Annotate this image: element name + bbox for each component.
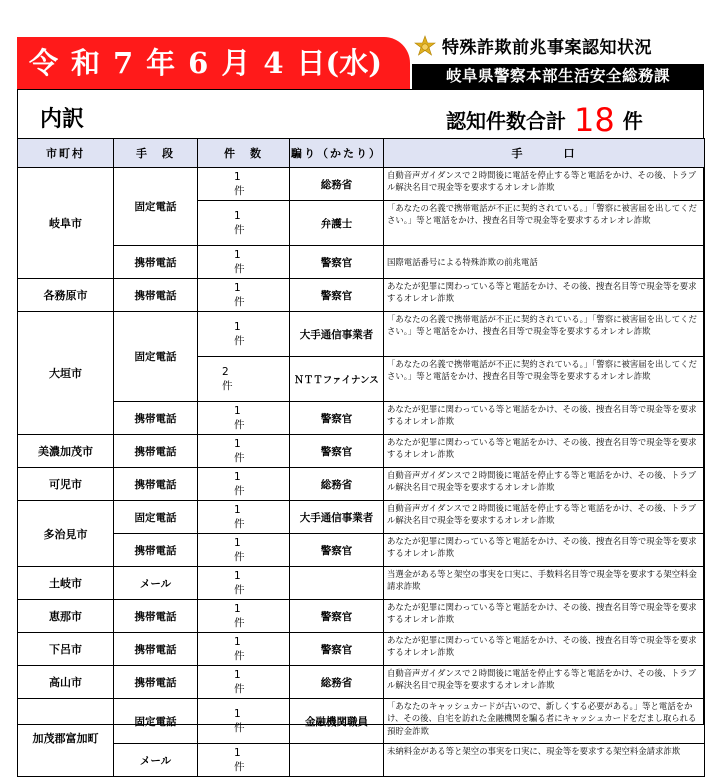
- count-cell: 1件: [198, 246, 290, 279]
- city-cell: 美濃加茂市: [18, 435, 114, 468]
- table-row: [18, 633, 705, 666]
- count-cell: 1件: [198, 666, 290, 699]
- count-cell: 1件: [198, 201, 290, 246]
- table-row: [18, 402, 705, 435]
- method-cell: あなたが犯罪に関わっている等と電話をかけ、その後、捜査名目等で現金等を要求するオレオレ詐欺: [384, 600, 705, 633]
- deceive-cell: 大手通信事業者: [290, 312, 384, 357]
- table-row: [18, 168, 705, 201]
- city-cell: 岐阜市: [18, 168, 114, 279]
- deceive-cell: 警察官: [290, 534, 384, 567]
- count-cell: 1件: [198, 312, 290, 357]
- count-cell: 2件: [198, 357, 290, 402]
- table-row: [18, 744, 705, 777]
- deceive-cell: [290, 744, 384, 777]
- count-cell: 1件: [198, 699, 290, 744]
- header-count: 件 数: [198, 139, 290, 168]
- total-unit: 件: [622, 109, 643, 133]
- count-cell: 1件: [198, 402, 290, 435]
- means-cell: メール: [114, 744, 198, 777]
- incident-table: [17, 138, 705, 777]
- means-cell: 固定電話: [114, 168, 198, 246]
- city-cell: 高山市: [18, 666, 114, 699]
- deceive-cell: 警察官: [290, 279, 384, 312]
- method-cell: 当選金がある等と架空の事実を口実に、手数料名目等で現金等を要求する架空料金請求詐欺: [384, 567, 705, 600]
- deceive-cell: 大手通信事業者: [290, 501, 384, 534]
- city-cell: 可児市: [18, 468, 114, 501]
- means-cell: 固定電話: [114, 501, 198, 534]
- method-cell: 国際電話番号による特殊詐欺の前兆電話: [384, 246, 705, 279]
- deceive-cell: 警察官: [290, 633, 384, 666]
- count-cell: 1件: [198, 468, 290, 501]
- header-deceive: 騙り（かたり）: [290, 139, 384, 168]
- count-cell: 1件: [198, 567, 290, 600]
- means-cell: 携帯電話: [114, 468, 198, 501]
- city-cell: 各務原市: [18, 279, 114, 312]
- means-cell: 携帯電話: [114, 435, 198, 468]
- count-cell: 1件: [198, 534, 290, 567]
- method-cell: 自動音声ガイダンスで２時間後に電話を停止する等と電話をかけ、その後、トラブル解決名目で現金等を要求するオレオレ詐欺: [384, 168, 705, 201]
- method-cell: 「あなたの名義で携帯電話が不正に契約されている。」「警察に被害届を出してください。」等と電話をかけ、捜査名目等で現金等を要求するオレオレ詐欺: [384, 312, 705, 357]
- date-char: 年: [146, 46, 176, 80]
- date-char: 令: [29, 46, 59, 80]
- deceive-cell: ＮＴＴファイナンス: [290, 357, 384, 402]
- city-cell: 恵那市: [18, 600, 114, 633]
- table-row: [18, 279, 705, 312]
- means-cell: 携帯電話: [114, 633, 198, 666]
- method-cell: あなたが犯罪に関わっている等と電話をかけ、その後、捜査名目等で現金等を要求するオレオレ詐欺: [384, 534, 705, 567]
- date-char: 和: [71, 46, 101, 80]
- report-title: 特殊詐欺前兆事案認知状況: [442, 38, 652, 58]
- report-date: [17, 37, 410, 89]
- table-row: [18, 501, 705, 534]
- table-row: [18, 600, 705, 633]
- deceive-cell: 警察官: [290, 600, 384, 633]
- deceive-cell: 弁護士: [290, 201, 384, 246]
- means-cell: 携帯電話: [114, 600, 198, 633]
- table-row: [18, 567, 705, 600]
- method-cell: 自動音声ガイダンスで２時間後に電話を停止する等と電話をかけ、その後、トラブル解決名目で現金等を要求するオレオレ詐欺: [384, 501, 705, 534]
- date-char: 月: [221, 46, 251, 80]
- count-cell: 1件: [198, 279, 290, 312]
- table-row: [18, 435, 705, 468]
- method-cell: 「あなたのキャッシュカードが古いので、新しくする必要がある。」等と電話をかけ、その後、自宅を訪れた金融機関を騙る者にキャッシュカードをだまし取られる預貯金詐欺: [384, 699, 705, 744]
- method-cell: あなたが犯罪に関わっている等と電話をかけ、その後、捜査名目等で現金等を要求するオレオレ詐欺: [384, 279, 705, 312]
- table-row: [18, 312, 705, 357]
- department-name: 岐阜県警察本部生活安全総務課: [412, 64, 704, 89]
- count-cell: 1件: [198, 744, 290, 777]
- method-cell: あなたが犯罪に関わっている等と電話をかけ、その後、捜査名目等で現金等を要求するオレオレ詐欺: [384, 435, 705, 468]
- count-cell: 1件: [198, 633, 290, 666]
- city-cell: 土岐市: [18, 567, 114, 600]
- city-cell: 加茂郡富加町: [18, 699, 114, 777]
- means-cell: 携帯電話: [114, 246, 198, 279]
- method-cell: 自動音声ガイダンスで２時間後に電話を停止する等と電話をかけ、その後、トラブル解決名目で現金等を要求するオレオレ詐欺: [384, 666, 705, 699]
- total-count: [446, 101, 643, 139]
- count-cell: 1件: [198, 168, 290, 201]
- means-cell: 携帯電話: [114, 402, 198, 435]
- total-label: 認知件数合計: [446, 109, 566, 133]
- method-cell: 「あなたの名義で携帯電話が不正に契約されている。」「警察に被害届を出してください。」等と電話をかけ、捜査名目等で現金等を要求するオレオレ詐欺: [384, 357, 705, 402]
- means-cell: 携帯電話: [114, 534, 198, 567]
- method-cell: 「あなたの名義で携帯電話が不正に契約されている。」「警察に被害届を出してください。」等と電話をかけ、捜査名目等で現金等を要求するオレオレ詐欺: [384, 201, 705, 246]
- deceive-cell: 警察官: [290, 435, 384, 468]
- deceive-cell: [290, 567, 384, 600]
- means-cell: 固定電話: [114, 699, 198, 744]
- deceive-cell: 金融機関職員: [290, 699, 384, 744]
- table-row: [18, 246, 705, 279]
- header-city: 市町村: [18, 139, 114, 168]
- count-cell: 1件: [198, 501, 290, 534]
- date-char: 日(水): [296, 46, 382, 80]
- table-row: [18, 699, 705, 744]
- header-method: 手 口: [384, 139, 705, 168]
- header-means: 手 段: [114, 139, 198, 168]
- method-cell: あなたが犯罪に関わっている等と電話をかけ、その後、捜査名目等で現金等を要求するオレオレ詐欺: [384, 633, 705, 666]
- means-cell: 携帯電話: [114, 279, 198, 312]
- method-cell: 未納料金がある等と架空の事実を口実に、現金等を要求する架空料金請求詐欺: [384, 744, 705, 777]
- city-cell: 下呂市: [18, 633, 114, 666]
- date-char: 7: [113, 46, 134, 80]
- breakdown-label: 内訳: [40, 107, 85, 132]
- method-cell: 自動音声ガイダンスで２時間後に電話を停止する等と電話をかけ、その後、トラブル解決名目で現金等を要求するオレオレ詐欺: [384, 468, 705, 501]
- deceive-cell: 総務省: [290, 468, 384, 501]
- police-emblem-icon: [412, 35, 438, 61]
- total-value: 18: [574, 101, 615, 139]
- count-cell: 1件: [198, 600, 290, 633]
- deceive-cell: 警察官: [290, 402, 384, 435]
- table-row: [18, 468, 705, 501]
- date-char: 6: [188, 46, 209, 80]
- city-cell: 大垣市: [18, 312, 114, 435]
- method-cell: あなたが犯罪に関わっている等と電話をかけ、その後、捜査名目等で現金等を要求するオレオレ詐欺: [384, 402, 705, 435]
- date-char: 4: [263, 46, 284, 80]
- means-cell: 携帯電話: [114, 666, 198, 699]
- table-row: [18, 666, 705, 699]
- city-cell: 多治見市: [18, 501, 114, 567]
- deceive-cell: 総務省: [290, 168, 384, 201]
- table-row: [18, 534, 705, 567]
- deceive-cell: 総務省: [290, 666, 384, 699]
- count-cell: 1件: [198, 435, 290, 468]
- means-cell: 固定電話: [114, 312, 198, 402]
- means-cell: メール: [114, 567, 198, 600]
- deceive-cell: 警察官: [290, 246, 384, 279]
